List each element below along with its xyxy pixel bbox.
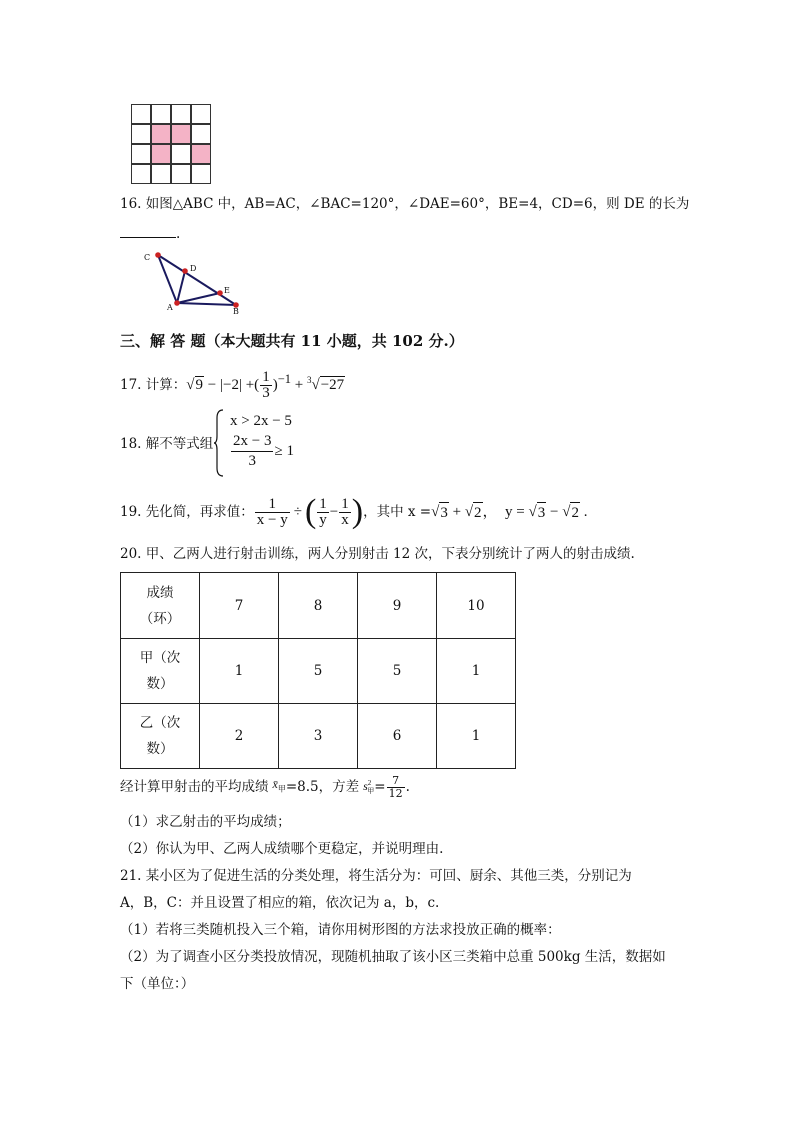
grid-cell: [191, 104, 211, 124]
grid-cell-filled: [151, 144, 171, 164]
q20-var-end: .: [405, 779, 410, 795]
table-header-label: [121, 573, 200, 639]
q20-text: 20. 甲、乙两人进行射击训练，两人分别射击 12 次，下表分别统计了两人的射击成绩.: [120, 546, 635, 562]
grid-cell-filled: [191, 144, 211, 164]
table-header-cell: 9: [358, 573, 437, 639]
q20-calc: [120, 772, 410, 802]
var-symbol: s: [363, 778, 368, 793]
q19-expression: [254, 495, 588, 529]
table-cell: 5: [279, 639, 358, 704]
q20-part-1-text: （1）求乙射击的平均成绩；: [120, 814, 291, 830]
q17-sqrt9: 9: [195, 376, 203, 393]
label-d: D: [190, 264, 197, 273]
table-header-cell: 8: [279, 573, 358, 639]
q20-part-2: [120, 839, 443, 859]
table-header-cell: 7: [200, 573, 279, 639]
q21-part-2-text-a: （2）为了调查小区分类投放情况，现随机抽取了该小区三类箱中总重 500kg 生活，数据如: [120, 949, 666, 965]
q17-frac-den: 3: [262, 385, 270, 402]
q20-var: [363, 773, 374, 801]
q17-op1: −: [207, 376, 217, 393]
q19-minus2: −: [546, 504, 563, 520]
q19-f2-num: 1: [319, 495, 327, 512]
q21-part-1: [120, 920, 561, 940]
q17-frac: [260, 370, 272, 401]
q20-mean-val: =8.5，方差: [285, 779, 360, 795]
q21-part-2b: [120, 974, 194, 994]
q19-frac-2: [317, 497, 329, 528]
question-16: [120, 194, 689, 214]
grid-figure: [131, 104, 211, 184]
right-paren-icon: ): [351, 493, 364, 530]
q19-plus: +: [448, 504, 465, 520]
question-18: [120, 434, 213, 454]
q19-frac-1: [255, 497, 290, 528]
question-17: [120, 368, 345, 402]
label-e: E: [224, 286, 230, 295]
grid-cell: [131, 124, 151, 144]
q19-end: .: [579, 504, 588, 520]
q18-prefix: 18. 解不等式组: [120, 436, 214, 452]
q17-abs: −2: [222, 376, 239, 393]
var-den: 12: [388, 786, 403, 800]
q16-end: .: [176, 226, 181, 242]
point-c: [155, 252, 161, 258]
table-cell: 1: [200, 639, 279, 704]
grid-cell: [131, 144, 151, 164]
edge-ae: [177, 293, 220, 303]
q19-frac-3: [339, 497, 351, 528]
q21-part-2-text-b: 下（单位：）: [120, 976, 195, 992]
mean-symbol: x̄: [272, 777, 278, 792]
table-row-label: [121, 704, 200, 769]
sqrt-icon: √: [464, 504, 474, 520]
table-row-label: [121, 639, 200, 704]
grid-cell: [191, 164, 211, 184]
q17-op2: +(: [245, 376, 260, 393]
section-3-heading: [120, 330, 464, 351]
q18-rhs: ≥ 1: [274, 443, 294, 459]
grid-cell: [131, 164, 151, 184]
table-cell: 1: [437, 704, 516, 769]
q19-f3-num: 1: [341, 495, 349, 512]
grid-cell: [151, 164, 171, 184]
table-row: [121, 639, 516, 704]
table-cell: 3: [279, 704, 358, 769]
point-a: [174, 300, 180, 306]
q19-x-r1: 3: [439, 502, 449, 523]
q21-part-1-text: （1）若将三类随机投入三个箱，请你用树形图的方法求投放正确的概率：: [120, 922, 561, 938]
q16-blank: [120, 225, 176, 238]
q19-prefix: 19. 先化简，再求值：: [120, 504, 254, 520]
grid-cell-filled: [151, 124, 171, 144]
var-sup: 2: [367, 778, 372, 787]
point-d: [182, 268, 188, 274]
q18-ineq-2: [230, 432, 294, 471]
edge-ad: [177, 271, 185, 303]
sqrt-icon: √: [186, 376, 195, 393]
table-header-row: [121, 573, 516, 639]
grid-cells: [131, 104, 211, 184]
score-table: [120, 572, 516, 769]
grid-cell: [171, 144, 191, 164]
table-header-label-1: 成绩: [146, 584, 174, 601]
q19-f1-den: x − y: [256, 511, 288, 528]
label-b: B: [233, 307, 239, 316]
q17-prefix: 17. 计算：: [120, 377, 187, 393]
q19-f3-den: x: [341, 511, 349, 528]
q21-line-2-wrap: [120, 893, 439, 913]
var-num: 7: [387, 775, 405, 788]
label-c: C: [144, 253, 151, 262]
var-sub: 甲: [367, 787, 375, 796]
q19-minus: −: [329, 504, 339, 520]
grid-cell: [191, 124, 211, 144]
q18-frac-den: 3: [248, 453, 256, 469]
table-cell: 2: [200, 704, 279, 769]
row-label-2: 数）: [146, 741, 174, 757]
label-a: A: [167, 303, 173, 312]
q16-answer-line: [120, 224, 180, 244]
grid-cell-filled: [171, 124, 191, 144]
q20-var-frac: [387, 775, 405, 800]
grid-cell: [171, 104, 191, 124]
edge-ab: [177, 303, 236, 305]
question-19: [120, 490, 587, 534]
q20-mean: [273, 774, 286, 799]
table-cell: 1: [437, 639, 516, 704]
q20-part-1: [120, 812, 291, 832]
left-paren-icon: (: [304, 493, 317, 530]
table-header-cell: 10: [437, 573, 516, 639]
question-21: [120, 866, 632, 886]
q17-exp: −1: [277, 371, 291, 386]
q19-x-r2: 2: [473, 502, 483, 523]
q17-cube-body: −27: [320, 376, 345, 393]
table-cell: 5: [358, 639, 437, 704]
sqrt-icon: √: [562, 504, 571, 520]
row-label-2: 数）: [146, 676, 174, 692]
table-row: [121, 704, 516, 769]
q20-calc-prefix: 经计算甲射击的平均成绩: [120, 779, 269, 795]
q19-y-r2: 2: [570, 502, 580, 523]
q21-line-2: A，B，C：并且设置了相应的箱，依次记为 a，b，c.: [120, 895, 440, 911]
section-3-title: 三、解 答 题（本大题共有 11 小题，共 102 分.）: [120, 332, 464, 350]
q19-div: ÷: [293, 504, 302, 520]
q18-frac: [231, 432, 273, 471]
q17-frac-num: 1: [262, 369, 270, 386]
q19-f2-den: y: [319, 511, 327, 528]
row-label-1: 乙（次: [139, 715, 181, 731]
q19-sep: ， y =: [482, 504, 529, 520]
q17-cube-index: 3: [306, 374, 312, 385]
q17-op3: ): [272, 376, 278, 393]
q18-frac-num: 2x − 3: [231, 432, 273, 452]
grid-cell: [151, 104, 171, 124]
q16-text: 16. 如图△ABC 中，AB=AC，∠BAC=120°，∠DAE=60°，BE=4，CD=6，则 DE 的长为: [120, 196, 690, 212]
q21-part-2: [120, 947, 666, 967]
sqrt-icon: √: [528, 504, 537, 520]
point-e: [217, 290, 223, 296]
q18-brace-icon: [213, 408, 223, 478]
sqrt-icon: √: [431, 504, 440, 520]
q18-ineq-1: x > 2x − 5: [230, 413, 292, 429]
triangle-figure: [140, 248, 250, 318]
q19-f1-num: 1: [255, 497, 290, 513]
q20-var-eq: =: [374, 779, 386, 795]
table-header-label-2: （环）: [139, 610, 181, 627]
row-label-1: 甲（次: [139, 650, 181, 666]
q17-op4: +: [294, 376, 304, 393]
q20-part-2-text: （2）你认为甲、乙两人成绩哪个更稳定，并说明理由.: [120, 841, 444, 857]
question-20: [120, 544, 635, 564]
grid-cell: [171, 164, 191, 184]
cube-root-icon: √: [311, 376, 320, 393]
q17-expression: √9 − |−2| +( $\frac{1}{3}$ )$^{-1}$ + $^3$√−27: [186, 369, 345, 402]
q21-line-1: 21. 某小区为了促进生活的分类处理，将生活分为：可回、厨余、其他三类，分别记为: [120, 868, 632, 884]
mean-sub: 甲: [277, 784, 286, 794]
q19-y-r1: 3: [537, 502, 547, 523]
q18-system: [230, 410, 294, 471]
q19-where: ，其中 x =: [363, 504, 432, 520]
table-cell: 6: [358, 704, 437, 769]
grid-cell: [131, 104, 151, 124]
